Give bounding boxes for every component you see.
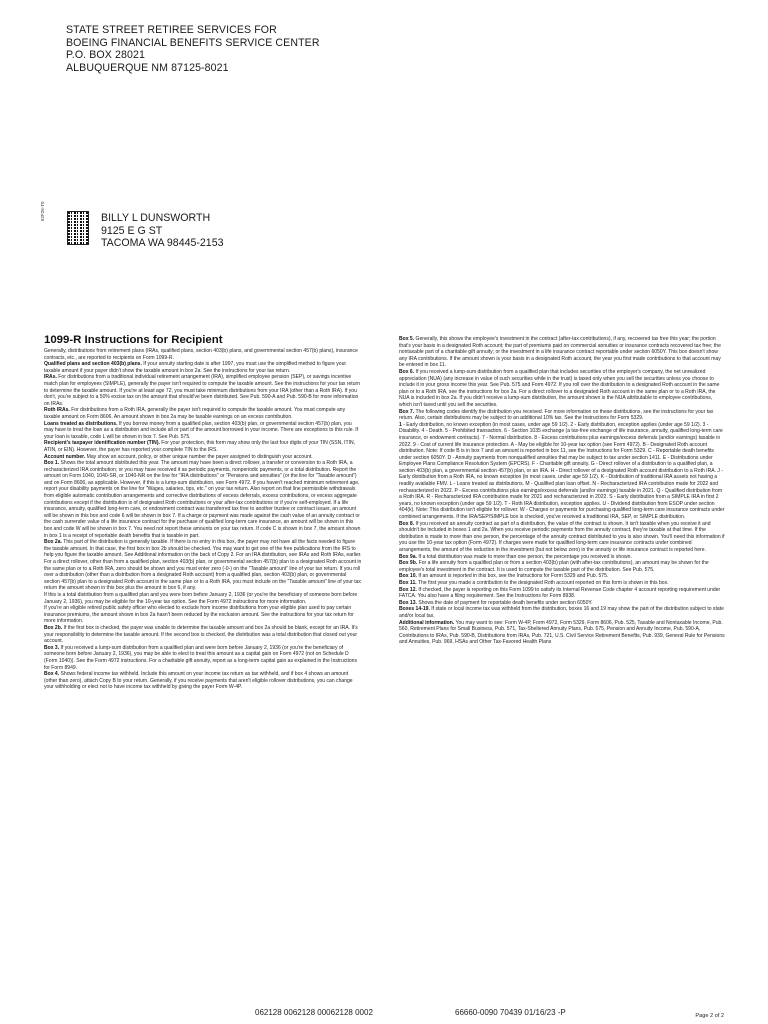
sender-address — [66, 24, 320, 74]
paragraph-lead: Qualified plans and section 403(b) plans. — [44, 361, 142, 368]
right-paragraph — [399, 600, 725, 607]
paragraph-text: May show an account, policy, or other unique number the payer assigned to distinguish your account. — [85, 453, 313, 460]
paragraph-lead: Box 9a. — [399, 553, 417, 560]
sender-line: P.O. BOX 28021 — [66, 49, 145, 62]
paragraph-text: The following codes identify the distribution you received. For more information on these distributions, see the instructions for your tax return. Also, certain distributions may be subject to an additional 10% tax. See the Instructions for Form 5329. — [399, 408, 714, 422]
paragraph-lead: Box 5. — [399, 336, 415, 342]
left-paragraph — [44, 348, 362, 361]
page-number: Page 2 of 2 — [695, 1013, 724, 1019]
instructions-right-column — [399, 336, 725, 646]
paragraph-lead: Box 10. — [399, 573, 417, 580]
left-paragraph — [44, 440, 362, 453]
paragraph-text: If you received an annuity contract as part of a distribution, the value of the contract is shown. It isn't taxable when you receive it and shouldn't be included in boxes 1 and 2a. When you receive periodic payments from the annuity contract, they're taxable at that time. If the distribution is made to more than one person, the percentage of the annuity contract distributed to you is also shown. You'll need this information if you use the 10-year tax option (Form 4972). If charges were made for qualified long-term care insurance contracts under combined arrangements, the amount of the reduction in the investment (but not below zero) in the annuity or life insurance contract is reported here. — [399, 520, 725, 553]
paragraph-text: If an amount is reported in this box, see the Instructions for Form 5329 and Pub. 575. — [416, 573, 609, 580]
recipient-line: TACOMA WA 98445-2153 — [101, 237, 224, 250]
paragraph-text: If you borrow money from a qualified plan, section 403(b) plan, or governmental section 457(b) plan, you may have to treat the loan as a distribution and include all or part of the amount borrowed in your income. There are exceptions to this rule. If your loan is taxable, code L will be shown in box 7. See Pub. 575. — [44, 420, 359, 440]
paragraph-lead: Loans treated as distributions. — [44, 420, 118, 427]
paragraph-lead: Box 4. — [44, 671, 60, 678]
paragraph-text: Generally, distributions from retirement plans (IRAs, qualified plans, section 403(b) plans, and governmental section 457(b) plans), insurance contracts, etc., are reported to recipients on Form 1099-R. — [44, 348, 358, 361]
paragraph-text: Generally, this shows the employee's investment in the contract (after-tax contributions), if any, recovered tax free this year; the portion that's your basis in a designated Roth account; the part of premiums paid on commercial annuities or insurance contracts recovered tax free; the nontaxable part of a charitable gift annuity; or the investment in a life insurance contract reportable under section 6050Y. This box doesn't show any IRA contributions. If the amount shown is your basis in a designated Roth account, the year you first made contributions to that account may be entered in box 11. — [399, 336, 721, 369]
paragraph-text: This part of the distribution is generally taxable. If there is no entry in this box, the payer may not have all the facts needed to figure the taxable amount. In that case, the first box in box 2b should be checked. You may want to get one of the free publications from the IRS to help you figure the taxable amount. See Additional information on the back of Copy 2. For an IRA distribution, see IRAs and Roth IRAs, earlier. — [44, 539, 362, 559]
paragraph-text: If checked, the payer is reporting on this Form 1099 to satisfy its Internal Revenue Code chapter 4 account reporting requirement under FATCA. You also have a filing requirement. See the Instructions for Form 8938. — [399, 586, 721, 600]
paragraph-text: Shows the date of payment for reportable death benefits under section 6050Y. — [416, 599, 593, 606]
right-paragraph — [399, 521, 725, 554]
paragraph-text: For a life annuity from a qualified plan or from a section 403(b) plan (with after-tax contributions), an amount may be shown for the employee's total investment in the contract. It is used to compute the taxable part of the distribution. See Pub. 575. — [399, 560, 709, 573]
paragraph-lead: Box 9b. — [399, 560, 418, 567]
footer-code-right: 66660-0090 70439 01/16/23 -P — [455, 1008, 566, 1017]
paragraph-lead: Box 6. — [399, 368, 415, 375]
right-paragraph — [399, 606, 725, 619]
right-paragraph — [399, 580, 725, 587]
paragraph-text: The first year you made a contribution to the designated Roth account reported on this form is shown in this box. — [416, 579, 669, 586]
left-column-body — [44, 348, 362, 691]
paragraph-lead: Account number. — [44, 453, 86, 460]
paragraph-lead: Recipient's taxpayer identification number (TIN). — [44, 440, 160, 447]
sender-line: ALBUQUERQUE NM 87125-8021 — [66, 61, 229, 74]
paragraph-lead: Additional information. — [399, 619, 455, 626]
right-paragraph — [399, 620, 725, 646]
right-paragraph — [399, 336, 725, 369]
paragraph-lead: Box 2b. — [44, 624, 63, 631]
left-paragraph — [44, 361, 362, 374]
sender-line: BOEING FINANCIAL BENEFITS SERVICE CENTER — [66, 36, 320, 49]
right-paragraph — [399, 573, 725, 580]
recipient-line: BILLY L DUNSWORTH — [101, 212, 211, 224]
left-paragraph — [44, 605, 362, 625]
right-paragraph — [399, 560, 725, 573]
instructions-left-column — [44, 334, 362, 691]
recipient-line: 9125 E G ST — [101, 224, 163, 237]
left-paragraph — [44, 460, 362, 539]
left-paragraph — [44, 407, 362, 420]
left-paragraph — [44, 421, 362, 441]
paragraph-lead: 1 — [399, 421, 402, 428]
paragraph-lead: Box 8. — [399, 520, 415, 527]
paragraph-lead: IRAs. — [44, 374, 57, 381]
left-paragraph — [44, 559, 362, 592]
paragraph-text: If you received a lump-sum distribution from a qualified plan that includes securities of the employer's company, the net unrealized appreciation (NUA) (any increase in value of such securities while in the trust) is taxed only when you sell the securities unless you choose to include it in your gross income this year. See Pub. 575 and Form 4972. If you roll over the distribution to a designated Roth account in the same plan or to a Roth IRA, see the instructions for box 2a. For a direct rollover to a designated Roth account in the same plan or to a Roth IRA, the NUA is included in box 2a. If you didn't receive a lump-sum distribution, the amount shown is the NUA attributable to employee contributions, which isn't taxed until you sell the securities. — [399, 368, 720, 408]
paragraph-lead: Box 13. — [399, 599, 417, 606]
right-paragraph — [399, 422, 725, 521]
paragraph-lead: Roth IRAs. — [44, 407, 70, 414]
left-paragraph — [44, 454, 362, 461]
paragraph-text: If a total distribution was made to more than one person, the percentage you received is shown. — [416, 553, 632, 560]
right-paragraph — [399, 554, 725, 561]
paragraph-text: Shows the total amount distributed this year. The amount may have been a direct rollover, a transfer or conversion to a Roth IRA, a recharacterized IRA contribution; or you may have received it as periodic payments, nonperiodic payments, or a total distribution. Report the amount on Form 1040, 1040-SR, or 1040-NR on the line for "IRA distributions" or "Pensions and annuities" (or the line for "Taxable amount") and on Form 8606, as applicable. However, if this is a lump-sum distribution, see Form 4972. If you haven't reached minimum retirement age, report your disability payments on the line for "Wages, salaries, tips, etc." on your tax return. Also report on that line permissible withdrawals from eligible automatic contribution arrangements and corrective distributions of excess deferrals, excess contributions, or excess aggregate contributions except if the distribution is of designated Roth contributions or your after-tax contributions or if you're self-employed. If a life insurance, annuity, qualified long-term care, or endowment contract was transferred tax free to another trustee or contract issuer, an amount will be shown in this box and code 6 will be shown in box 7. If a charge or payment was made against the cash value of an annuity contract or the cash surrender value of a life insurance contract for the purchase of qualified long-term care insurance, an amount will be shown in this box and code W will be shown in box 7. You need not report these amounts on your tax return. If code C is shown in box 7, the amount shown in box 1 is a receipt of reportable death benefits that is taxable in part. — [44, 460, 361, 539]
paragraph-lead: Box 1. — [44, 460, 60, 467]
left-paragraph — [44, 645, 362, 671]
left-paragraph — [44, 625, 362, 645]
left-paragraph — [44, 592, 362, 605]
document-title: 1099-R Instructions for Recipient — [44, 334, 223, 346]
paragraph-text: Shows federal income tax withheld. Include this amount on your income tax return as tax withheld, and if box 4 shows an amount (other than zero), attach Copy B to your return. Generally, if you receive payments that aren't eligible rollover distributions, you can change your withholding or elect not to have income tax withheld by giving the payer Form W-4P. — [44, 671, 353, 691]
right-column-body — [399, 336, 725, 646]
paragraph-lead: Box 7. — [399, 408, 415, 415]
paragraph-lead: Box 3. — [44, 644, 60, 651]
paragraph-text: - Early distribution, no known exception (in most cases, under age 59 1/2). 2 - Early distribution, exception applies (under age 59 1/2). 3 - Disability. 4 - Death. 5 - Prohibited transaction. 6 - Section 1035 exchange (a tax-free exchange of life insurance, annuity, qualified long-term care insurance, or endowment contracts). 7 - Normal distribution. 8 - Excess contributions plus earnings/excess deferrals (and/or earnings) taxable in 2022. 9 - Cost of current life insurance protection. A - May be eligible for 10-year tax option (see Form 4972). B - Designated Roth account distribution. Note: If code B is in box 7 and an amount is reported in box 11, see the Instructions for Form 5329. C - Reportable death benefits under section 6050Y. D - Annuity payments from nonqualified annuities that may be subject to tax under section 1411. E - Distributions under Employee Plans Compliance Resolution System (EPCRS). F - Charitable gift annuity. G - Direct rollover of a distribution to a qualified plan, a section 403(b) plan, a governmental section 457(b) plan, or an IRA. H - Direct rollover of a designated Roth account distribution to a Roth IRA. J - Early distribution from a Roth IRA, no known exception (in most cases, under age 59 1/2). K - Distribution of traditional IRA assets not having a readily available FMV. L - Loans treated as distributions. M - Qualified plan loan offset. N - Recharacterized IRA contribution made for 2022 and recharacterized in 2022. P - Excess contributions plus earnings/excess deferrals (and/or earnings) taxable in 2021. Q - Qualified distribution from a Roth IRA. R - Recharacterized IRA contribution made for 2021 and recharacterized in 2022. S - Early distribution from a SIMPLE IRA in first 2 years, no known exception (under age 59 1/2). T - Roth IRA distribution, exception applies. U - Dividend distribution from ESOP under section 404(k). Note: This distribution isn't eligible for rollover. W - Charges or payments for purchasing qualified long-term care insurance contracts under combined arrangements. If the IRA/SEP/SIMPLE box is checked, you've received a traditional IRA, SEP, or SIMPLE distribution. — [399, 421, 725, 521]
paragraph-text: For a direct rollover, other than from a qualified plan, section 403(b) plan, or governmental section 457(b) plan to a designated Roth account in the same plan or to a Roth IRA, zero should be shown and you must enter zero (-0-) on the "Taxable amount" line of your tax return. If you roll over a distribution (other than a distribution from a designated Roth account) from a qualified plan, section 403(b) plan, or governmental section 457(b) plan to a designated Roth account in the same plan or to a Roth IRA, you must include on the "Taxable amount" line of your tax return the amount shown in this box plus the amount in box 6, if any. — [44, 559, 362, 592]
paragraph-text: For your protection, this form may show only the last four digits of your TIN (SSN, ITIN, ATIN, or EIN). However, the payer has reported your complete TIN to the IRS. — [44, 440, 356, 453]
mailing-barcode-icon — [68, 212, 88, 244]
left-paragraph — [44, 539, 362, 559]
paragraph-lead: Boxes 14-19. — [399, 606, 430, 613]
recipient-address — [101, 212, 223, 250]
right-paragraph — [399, 369, 725, 409]
left-paragraph — [44, 374, 362, 407]
sender-line: STATE STREET RETIREE SERVICES FOR — [66, 24, 277, 36]
paragraph-text: If the first box is checked, the payer was unable to determine the taxable amount and box 2a should be blank, except for an IRA. It's your responsibility to determine the taxable amount. If the second box is checked, the distribution was a total distribution that closed out your account. — [44, 624, 358, 645]
footer-code-left: 062128 0062128 00062128 0002 — [255, 1008, 373, 1017]
mailing-side-code: 62F26-T0 — [40, 201, 45, 221]
right-paragraph — [399, 587, 725, 600]
paragraph-text: For distributions from a Roth IRA, generally the payer isn't required to compute the taxable amount. You must compute any taxable amount on Form 8606. An amount shown in box 2a may be taxable earnings on an excess contribution. — [44, 407, 346, 420]
paragraph-text: You may want to see: Form W-4P, Form 4972, Form 5329, Form 8606, Pub. 525, Taxable and Nontaxable Income, Pub. 560, Retirement Plans for Small Business, Pub. 571, Tax-Sheltered Annuity Plans, Pub. 575, Pension and Annuity Income, Pub. 590-A, Contributions to IRAs, Pub. 590-B, Distributions from IRAs, Pub. 721, U.S. Civil Service Retirement Benefits, Pub. 939, General Rule for Pensions and Annuities, Pub. 969, HSAs and Other Tax-Favored Health Plans — [399, 619, 725, 646]
left-paragraph — [44, 671, 362, 691]
paragraph-text: For distributions from a traditional individual retirement arrangement (IRA), simplified employee pension (SEP), or savings incentive match plan for employees (SIMPLE), generally the payer isn't required to compute the taxable amount. See the instructions for your tax return to determine the taxable amount. If you're at least age 72, you must take minimum distributions from your IRA (other than a Roth IRA). If you don't, you're subject to a 50% excise tax on the amount that should've been distributed. See Pub. 590-A and Pub. 590-B for more information on IRAs. — [44, 374, 360, 407]
paragraph-text: If you received a lump-sum distribution from a qualified plan and were born before January 2, 1936 (or you're the beneficiary of someone born before January 2, 1936), you may be able to elect to treat this amount as a capital gain on Form 4972 (not on Schedule D (Form 1040)). See the Form 4972 instructions. For a charitable gift annuity, report as a long-term capital gain as explained in the Instructions for Form 8949. — [44, 644, 357, 671]
paragraph-text: If this is a total distribution from a qualified plan and you were born before January 2, 1936 (or you're the beneficiary of someone born before January 2, 1936), you may be eligible for the 10-year tax option. See the Form 4972 instructions for more information. — [44, 591, 358, 605]
paragraph-text: If your annuity starting date is after 1997, you must use the simplified method to figure your taxable amount if your payer didn't show the taxable amount in box 2a. See the instructions for your tax return. — [44, 361, 347, 374]
paragraph-lead: Box 11. — [399, 579, 417, 586]
paragraph-lead: Box 2a. — [44, 539, 62, 546]
right-paragraph — [399, 409, 725, 422]
paragraph-lead: Box 12. — [399, 586, 417, 593]
paragraph-text: If you're an eligible retired public safety officer who elected to exclude from income distributions from your eligible plan used to pay certain insurance premiums, the amount shown in box 2a hasn't been reduced by the exclusion amount. See the instructions for your tax return for more information. — [44, 605, 354, 625]
paragraph-text: If state or local income tax was withheld from the distribution, boxes 16 and 19 may show the part of the distribution subject to state and/or local tax. — [399, 606, 724, 619]
